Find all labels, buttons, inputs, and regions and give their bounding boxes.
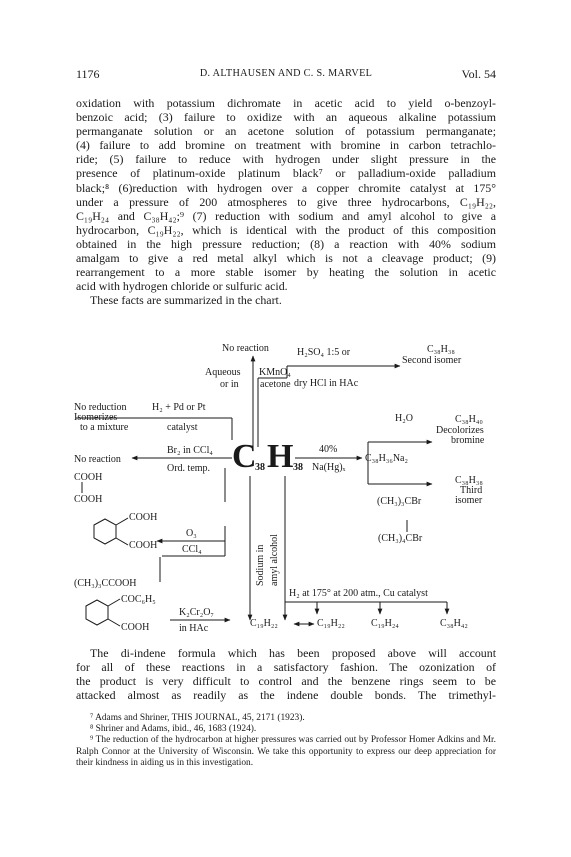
body-line: obtained in the high pressure reduction; (8) a reaction with 40% sodium xyxy=(76,236,496,251)
summary-line: These facts are summarized in the chart. xyxy=(90,293,282,308)
label-ring1-cooh-a: COOH xyxy=(129,512,158,523)
label-amyl-alcohol: amyl alcohol xyxy=(269,534,280,586)
label-h2o: H₂O xyxy=(395,413,413,424)
center-formula-sub2: 38 xyxy=(293,462,303,473)
running-authors: D. ALTHAUSEN AND C. S. MARVEL xyxy=(199,68,373,79)
label-ccl4: CCl₄ xyxy=(182,544,202,555)
label-ord-temp: Ord. temp. xyxy=(167,463,211,474)
label-c38h38-right: C₃₈H₃₈ xyxy=(455,475,483,486)
body-line: C₁₉H₂₄ and C₃₈H₄₂;⁹ (7) reduction with sodium and amyl alcohol to give a xyxy=(76,208,496,223)
label-aqueous: Aqueous xyxy=(205,367,241,378)
label-br2-ccl4: Br₂ in CCl₄ xyxy=(167,445,213,456)
label-to-mixture: to a mixture xyxy=(80,422,129,433)
body-line: attacked almost as readily as the indene double bonds. The trimethyl- xyxy=(76,688,496,703)
label-h2-pd-pt: H₂ + Pd or Pt xyxy=(152,402,206,413)
label-catalyst: catalyst xyxy=(167,422,198,433)
center-formula-c: C xyxy=(232,438,257,475)
footnote-8: ⁸ Shriner and Adams, ibid., 46, 1683 (1924). xyxy=(90,724,257,735)
footnotes xyxy=(76,713,496,769)
center-formula-h: H xyxy=(267,438,294,475)
center-formula-sub1: 38 xyxy=(255,462,265,473)
label-o3: O₃ xyxy=(186,528,197,539)
label-in-hac: in HAc xyxy=(179,623,209,634)
body-line: for all of these reactions in a satisfactory fashion. The ozonization of xyxy=(76,660,496,675)
label-cooh-2: COOH xyxy=(74,494,103,505)
body-line: benzoic acid; (3) failure to oxidize with an aqueous alkaline potassium xyxy=(76,110,496,125)
body-line: oxidation with potassium dichromate in acetic acid to yield o-benzoyl- xyxy=(76,96,496,110)
label-40pct: 40% xyxy=(319,444,338,455)
body-line: the product is very difficult to control and the benzene rings seem to be xyxy=(76,674,496,689)
label-ring2-coc6h5: COC₆H₅ xyxy=(121,594,156,605)
footnote-7: ⁷ Adams and Shriner, THIS JOURNAL, 45, 2171 (1923). xyxy=(90,713,305,723)
label-isomerizes: Isomerizes xyxy=(74,412,118,423)
body-line: hydrocarbon, C₁₉H₂₂, which is identical with the product of this composition xyxy=(76,222,496,237)
label-no-reduction: No reduction xyxy=(74,402,127,413)
reaction-chart xyxy=(72,342,502,638)
body-line: under a pressure of 200 atmospheres to give three hydrocarbons, C₁₉H₂₂, xyxy=(76,194,496,209)
label-bromine: bromine xyxy=(451,435,485,446)
body-line: permanganate solution or an acetone solution of potassium permanganate; xyxy=(76,124,496,139)
label-c38h38-top: C₃₈H₃₈ xyxy=(427,344,455,355)
footnote-9: ⁹ The reduction of the hydrocarbon at higher pressures was carried out by Professor Homer Adkins and Mr. Ralph Connor at the University of Wisconsin. We take this opportunity to express our deep appreciation for their kindness in aiding us in this investigation. xyxy=(76,735,496,768)
label-no-reaction-top: No reaction xyxy=(222,343,269,354)
label-second-isomer: Second isomer xyxy=(402,355,462,366)
label-isomer: isomer xyxy=(455,495,483,506)
label-c19h24: C₁₉H₂₄ xyxy=(371,618,399,629)
label-ring1-cooh-b: COOH xyxy=(129,540,158,551)
label-decolorizes: Decolorizes xyxy=(436,425,484,436)
volume-label: Vol. 54 xyxy=(461,67,496,81)
body-line: acid with hydrogen chloride or sulfuric acid. xyxy=(76,279,288,294)
body-line: amalgam to give a red metal alkyl which is not a cleavage product; (9) xyxy=(76,251,496,266)
body-line: black;⁸ (6)reduction with hydrogen over a copper chromite catalyst at 175° xyxy=(76,180,496,195)
body-line: presence of platinum-oxide platinum black⁷ or palladium-oxide palladium xyxy=(76,166,496,181)
label-acetone: acetone xyxy=(260,379,291,390)
label-k2cr2o7: K₂Cr₂O₇ xyxy=(179,607,214,618)
label-c19h22-b: C₁₉H₂₂ xyxy=(317,618,345,629)
label-c38h40: C₃₈H₄₀ xyxy=(455,414,483,425)
label-sodium-in: Sodium in xyxy=(255,544,266,586)
label-c19h22-a: C₁₉H₂₂ xyxy=(250,618,278,629)
label-h2so4: H₂SO₄ 1:5 or xyxy=(297,347,351,358)
label-third: Third xyxy=(460,485,483,496)
label-dry-hcl: dry HCl in HAc xyxy=(294,378,359,389)
body-line: rearrangement to a more stable isomer by heating the solution in acetic xyxy=(76,265,496,280)
label-ch3-3ccooh: (CH₃)₃CCOOH xyxy=(74,578,137,589)
label-or-in: or in xyxy=(220,379,239,390)
label-cooh-1: COOH xyxy=(74,472,103,483)
running-header xyxy=(76,67,496,83)
body-line: (4) failure to add bromine on treatment with bromine in carbon tetrachlo- xyxy=(76,138,496,153)
body-line: The di-indene formula which has been proposed above will account xyxy=(90,646,496,660)
label-c38h36na2: C₃₈H₃₆Na₂ xyxy=(365,453,408,464)
page-number: 1176 xyxy=(76,67,100,81)
label-ring2-cooh: COOH xyxy=(121,622,150,633)
discussion-paragraph xyxy=(76,646,496,702)
label-c38h42: C₃₈H₄₂ xyxy=(440,618,468,629)
label-ch3-4cbr: (CH₃)₄CBr xyxy=(378,533,423,544)
label-nahgx: Na(Hg)ₓ xyxy=(312,462,346,473)
label-no-reaction-left: No reaction xyxy=(74,454,121,465)
label-kmno4: KMnO₄ xyxy=(259,367,291,378)
body-paragraph xyxy=(76,96,496,307)
body-line: ride; (5) failure to reduce with hydrogen under slight pressure in the xyxy=(76,152,496,167)
label-ch3-3cbr: (CH₃)₃CBr xyxy=(377,496,422,507)
benzene-ring-1 xyxy=(94,519,116,544)
label-h2-175: H₂ at 175° at 200 atm., Cu catalyst xyxy=(289,588,428,599)
benzene-ring-2 xyxy=(86,600,108,625)
